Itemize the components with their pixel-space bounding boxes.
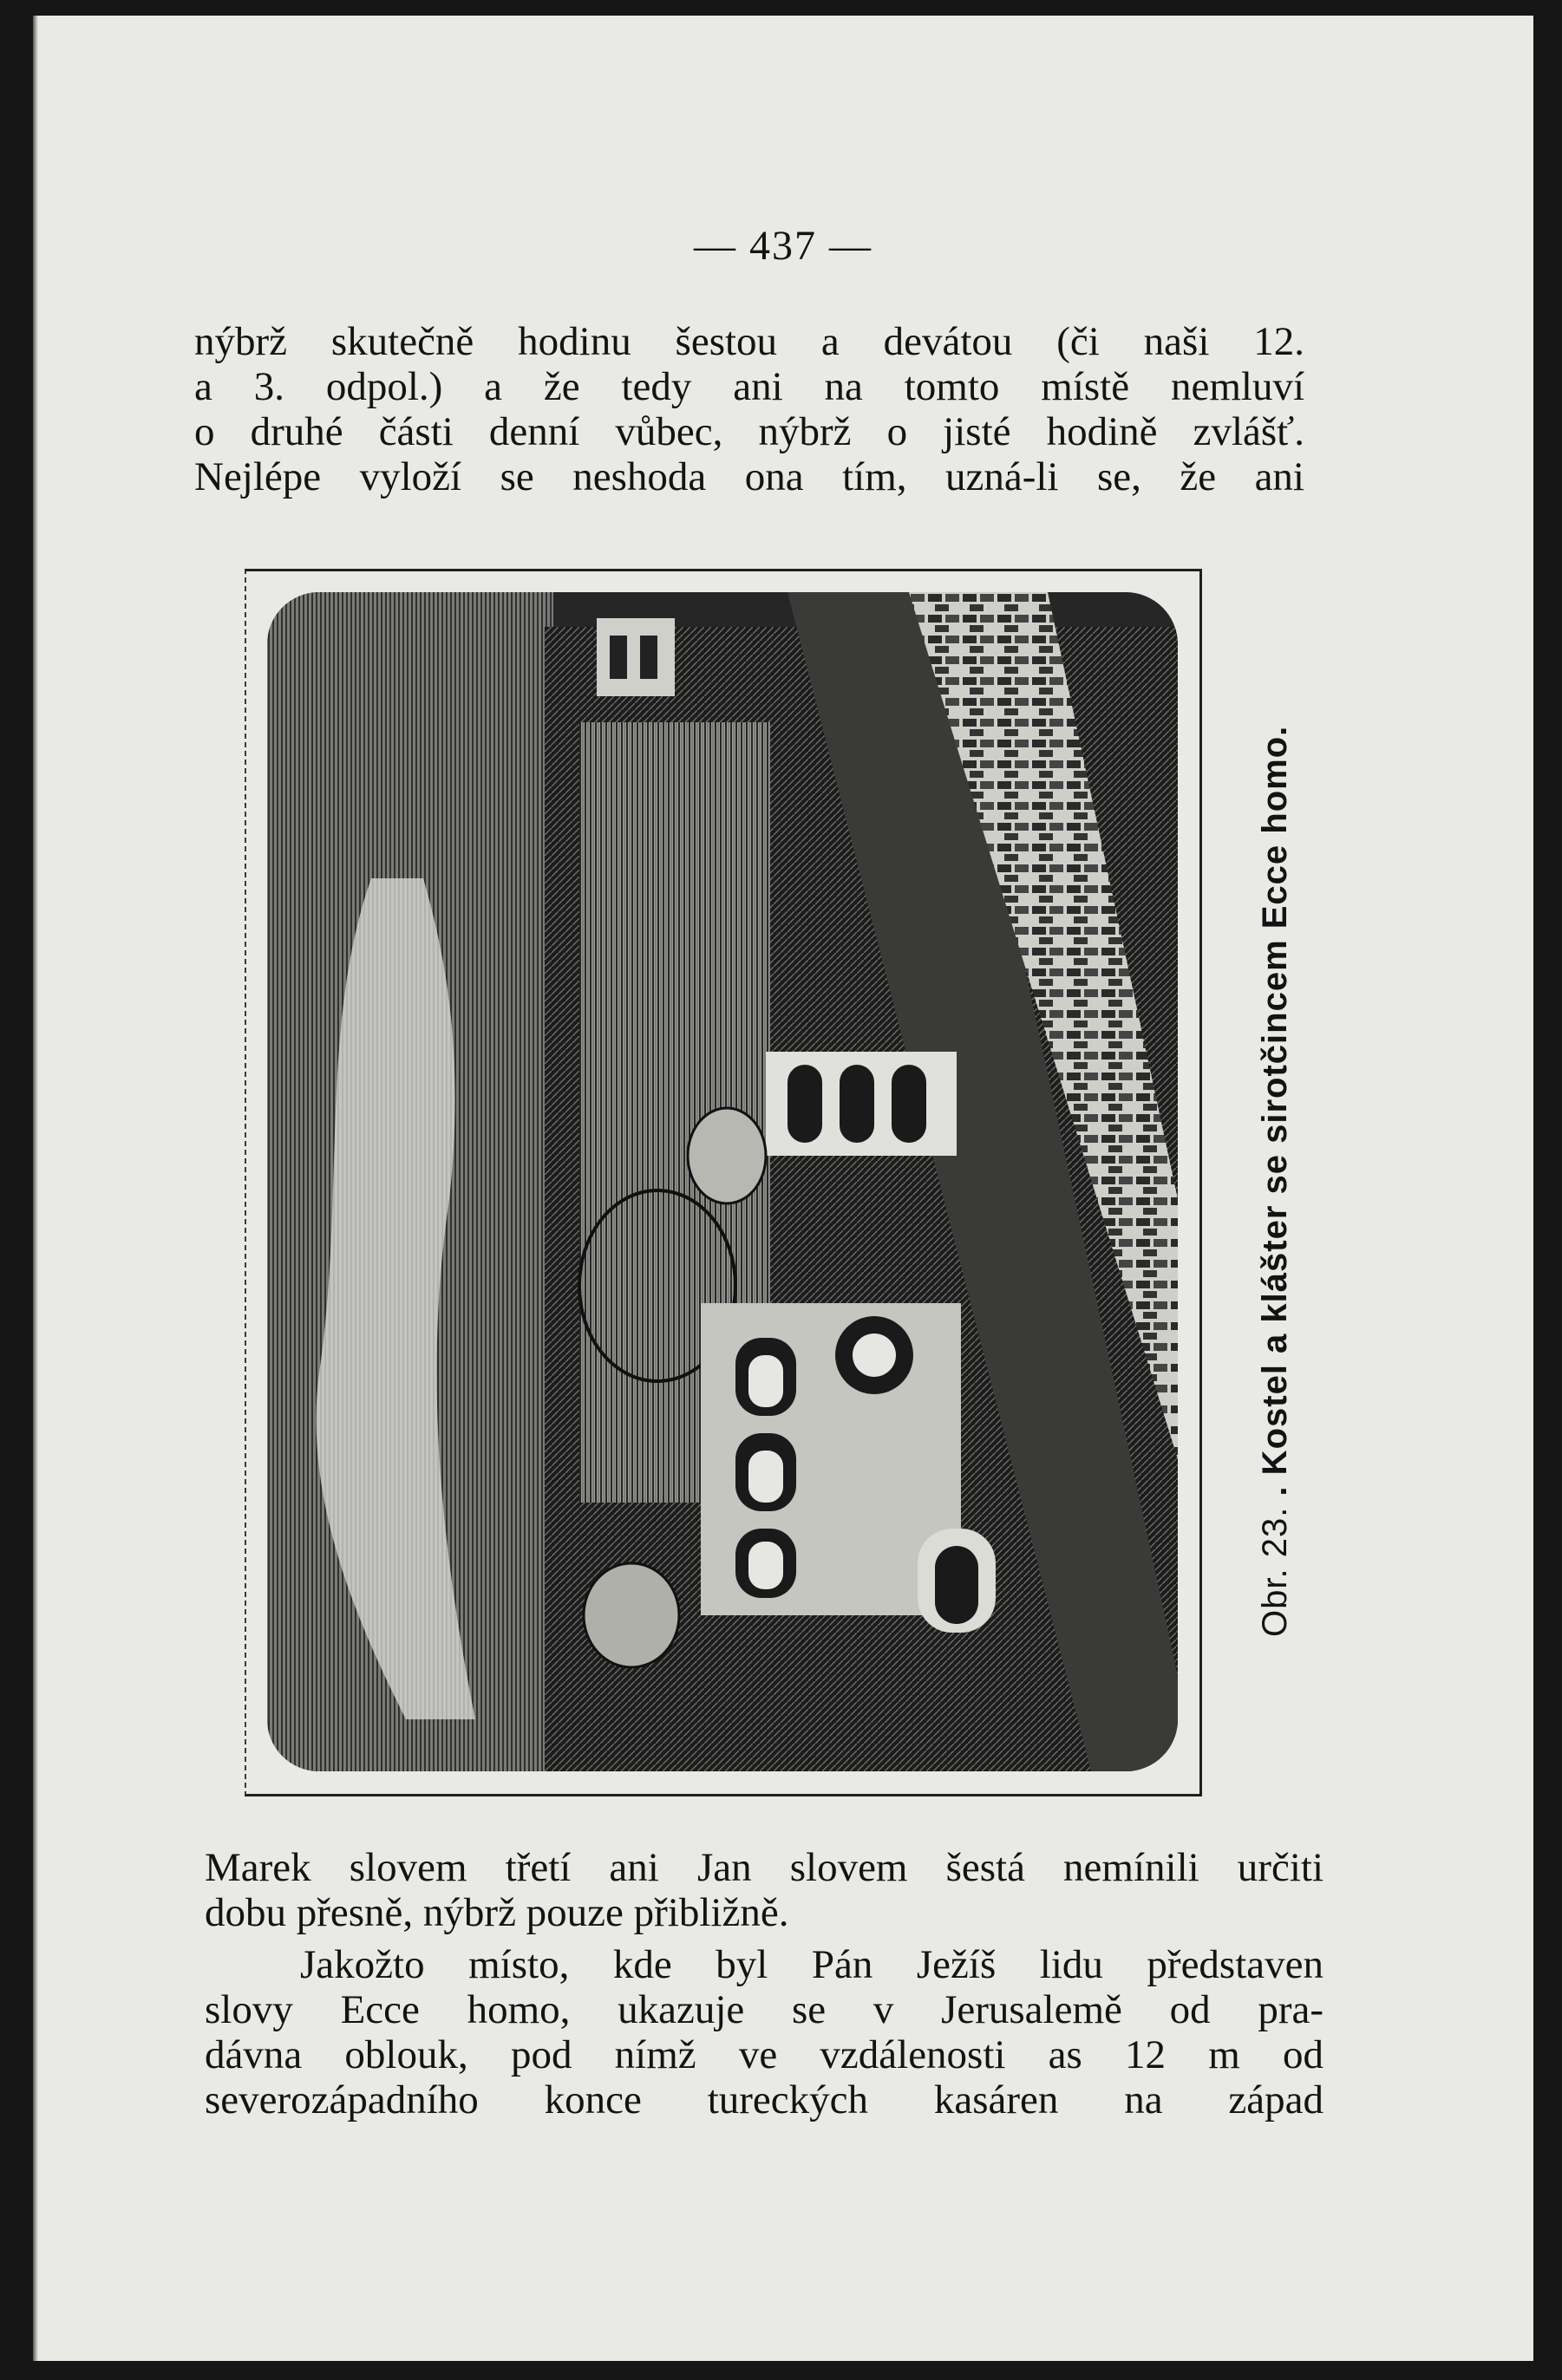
text-line: Nejlépe vyloží se neshoda ona tím, uzná-li se, že ani	[194, 454, 1304, 499]
caption-text: Kostel a klášter se sirotčincem Ecce homo.	[1256, 725, 1294, 1476]
figure-number: Obr. 23.	[1256, 1506, 1294, 1637]
text-line: dobu přesně, nýbrž pouze přibližně.	[205, 1890, 789, 1935]
text-line: nýbrž skutečně hodinu šestou a devátou (či naši 12.	[194, 319, 1304, 364]
page-number: — 437 —	[694, 223, 872, 269]
paragraph-after-figure	[205, 1845, 1323, 1935]
engraving-illustration	[267, 592, 1178, 1771]
text-line: a 3. odpol.) a že tedy ani na tomto místě nemluví	[194, 364, 1304, 409]
church-engraving-image	[267, 592, 1178, 1771]
book-page	[33, 16, 1533, 2361]
text-line: severozápadního konce tureckých kasáren na západ	[205, 2077, 1323, 2122]
paragraph-top	[194, 319, 1304, 499]
caption-separator: .	[1256, 1485, 1294, 1496]
text-line: Marek slovem třetí ani Jan slovem šestá nemínili určiti	[205, 1845, 1323, 1890]
text-line: o druhé části denní vůbec, nýbrž o jisté hodině zvlášť.	[194, 409, 1304, 454]
text-line: slovy Ecce homo, ukazuje se v Jerusalemě od pra-	[205, 1987, 1323, 2032]
figure-caption	[1256, 683, 1295, 1637]
text-line: dávna oblouk, pod nímž ve vzdálenosti as 12 m od	[205, 2032, 1323, 2077]
text-line: Jakožto místo, kde byl Pán Ježíš lidu představen	[300, 1942, 1323, 1987]
paragraph-ecce-homo	[205, 1942, 1323, 2122]
